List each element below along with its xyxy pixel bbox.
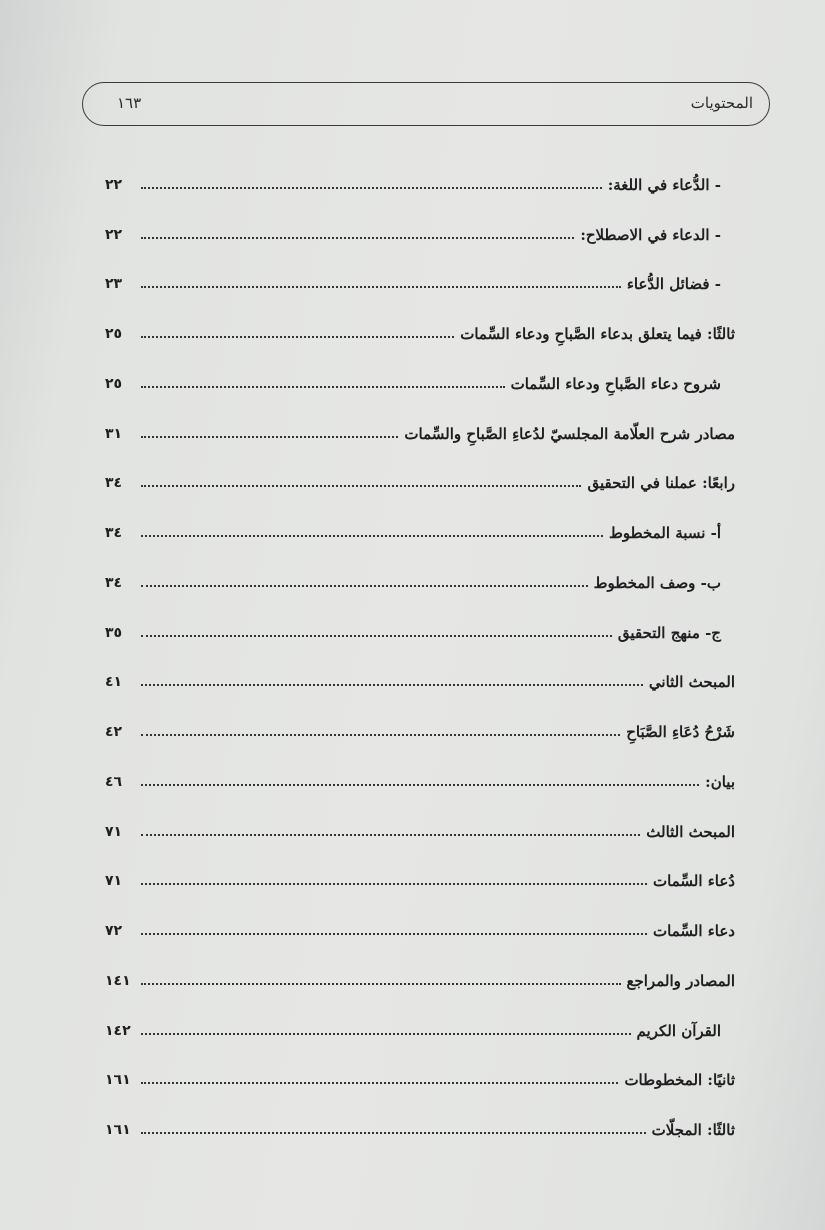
toc-entry-page-number: ٢٥ [105,375,123,392]
dot-leader [141,237,574,239]
toc-entry [105,608,735,658]
toc-entry-title: دُعاء السِّمات [653,872,735,891]
toc-entry-title: ب- وصف المخطوط [593,573,721,592]
toc-entry [105,1006,735,1056]
dot-leader [141,983,621,985]
toc-entry [105,558,735,608]
toc-entry [105,707,735,757]
dot-leader [141,436,398,438]
toc-entry-page-number: ٣٥ [105,624,123,641]
running-header [82,82,770,126]
toc-entry-title: رابعًا: عملنا في التحقيق [587,474,735,493]
dot-leader [141,386,505,388]
toc-entry-page-number: ٣١ [105,425,123,442]
toc-entry-title: شروح دعاء الصَّباحِ ودعاء السِّمات [510,374,721,393]
toc-entry-title: شَرْحُ دُعَاءِ الصَّبَاحِ [626,723,735,742]
toc-entry-title: مصادر شرح العلّامة المجلسيّ لدُعاءِ الصَّباحِ والسِّمات [404,424,735,443]
toc-entry [105,459,735,509]
toc-entry-title: ثانيًا: المخطوطات [624,1071,735,1090]
toc-entry-page-number: ١٤٢ [105,1022,131,1039]
toc-entry [105,807,735,857]
toc-entry [105,906,735,956]
toc-entry [105,658,735,708]
dot-leader [141,535,603,537]
toc-entry [105,409,735,459]
toc-entry-page-number: ٣٤ [105,475,123,492]
toc-entry-page-number: ١٤١ [105,972,131,989]
dot-leader [141,1033,631,1035]
toc-entry-title: - الدعاء في الاصطلاح: [580,225,721,244]
toc-entry-page-number: ٤٢ [105,724,123,741]
toc-entry-title: بيان: [705,772,735,791]
toc-entry-page-number: ١٦١ [105,1122,131,1139]
toc-entry-page-number: ٢٥ [105,326,123,343]
toc-entry [105,857,735,907]
toc-entry-page-number: ١٦١ [105,1072,131,1089]
toc-entry-title: دعاء السِّمات [653,922,735,941]
dot-leader [141,834,640,836]
dot-leader [141,1082,618,1084]
toc-entry [105,956,735,1006]
dot-leader [141,585,588,587]
toc-entry-page-number: ٣٤ [105,574,123,591]
dot-leader [141,933,647,935]
toc-entry-page-number: ٢٣ [105,276,123,293]
toc-entry [105,1105,735,1155]
toc-entry-page-number: ٧٢ [105,923,123,940]
toc-entry [105,309,735,359]
toc-entry-title: ثالثًا: فيما يتعلق بدعاء الصَّباحِ ودعاء السِّمات [460,325,735,344]
toc-entry [105,1056,735,1106]
toc-entry-title: المبحث الثالث [646,822,735,841]
toc-entry-title: ثالثًا: المجلّات [651,1121,735,1140]
toc-entry-page-number: ٢٢ [105,226,123,243]
toc-entry [105,210,735,260]
toc-entry [105,757,735,807]
toc-entry [105,160,735,210]
toc-entry-page-number: ٧١ [105,873,123,890]
toc-entry-title: ج- منهج التحقيق [617,623,721,642]
toc-entry-title: أ- نسبة المخطوط [609,524,721,543]
toc-entry-title: المصادر والمراجع [626,971,735,990]
dot-leader [141,784,699,786]
table-of-contents [105,160,735,1155]
dot-leader [141,286,621,288]
toc-entry-page-number: ٣٤ [105,525,123,542]
dot-leader [141,684,643,686]
dot-leader [141,187,602,189]
toc-entry-page-number: ٤١ [105,674,123,691]
toc-entry-page-number: ٤٦ [105,773,123,790]
toc-entry-page-number: ٧١ [105,823,123,840]
toc-entry-page-number: ٢٢ [105,176,123,193]
header-page-number: ١٦٣ [117,94,142,112]
toc-entry-title: - فضائل الدُّعاء [626,275,721,294]
dot-leader [141,485,581,487]
toc-entry-title: المبحث الثاني [648,673,735,692]
dot-leader [141,336,454,338]
dot-leader [141,734,620,736]
dot-leader [141,1132,646,1134]
toc-entry [105,260,735,310]
dot-leader [141,635,612,637]
toc-entry [105,359,735,409]
dot-leader [141,883,647,885]
toc-entry-title: القرآن الكريم [636,1021,721,1040]
toc-entry-title: - الدُّعاء في اللغة: [607,175,721,194]
header-title: المحتويات [690,94,753,112]
toc-entry [105,508,735,558]
